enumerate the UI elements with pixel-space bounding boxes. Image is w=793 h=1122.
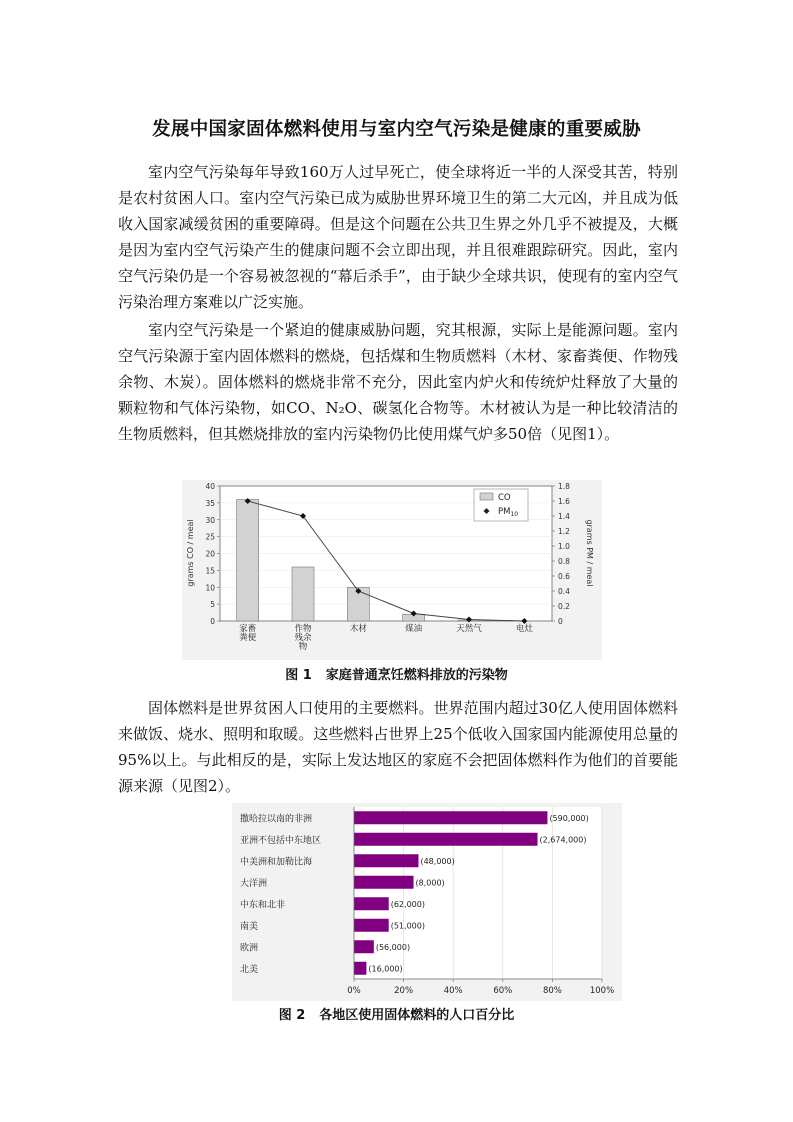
chart1-category-label: 电灶 <box>515 624 533 634</box>
chart2-category-label: 南美 <box>240 921 259 932</box>
chart2-data-label: (56,000) <box>375 942 411 952</box>
chart1-left-tick-label: 0 <box>210 617 215 626</box>
chart2-tick-label: 80% <box>542 986 562 996</box>
chart1-right-tick-label: 1.4 <box>558 512 570 521</box>
paragraph-2: 室内空气污染是一个紧迫的健康威胁问题，究其根源，实际上是能源问题。室内空气污染源于室内固体燃料的燃烧，包括煤和生物质燃料（木材、家畜粪便、作物残余物、木炭）。固体燃料的燃烧非常不充分，因此室内炉火和传统炉灶释放了大量的颗粒物和气体污染物，如CO、N₂O、碳氢化合物等。木材被认为是一种比较清洁的生物质燃料，但其燃烧排放的室内污染物仍比使用煤气炉多50倍（见图1）。 <box>118 321 678 443</box>
figure-2-caption-text: 各地区使用固体燃料的人口百分比 <box>319 1008 515 1023</box>
chart2-category-label: 大洋洲 <box>240 878 268 889</box>
chart1-category-label: 木材 <box>349 624 367 634</box>
figure-1-chart <box>182 480 602 660</box>
chart2-data-label: (8,000) <box>415 878 445 888</box>
chart2-category-label: 中美洲和加勒比海 <box>240 857 313 868</box>
chart1-ylabel-left: grams CO / meal <box>186 519 195 587</box>
chart1-right-tick-label: 1.0 <box>558 542 570 551</box>
chart1-left-tick-label: 20 <box>205 549 215 559</box>
figure-2-chart <box>232 803 622 1001</box>
chart2-category-label: 亚洲不包括中东地区 <box>240 835 322 846</box>
legend-co-swatch <box>480 493 493 500</box>
chart1-right-tick-label: 0.4 <box>558 587 570 596</box>
chart2-bar <box>354 854 418 867</box>
chart1-category-label: 家畜粪便 <box>239 624 257 643</box>
chart2-bar <box>354 876 414 889</box>
chart1-left-tick-label: 35 <box>205 498 215 508</box>
chart2-tick-label: 20% <box>394 986 414 996</box>
figure-1-caption <box>0 664 793 683</box>
chart2-tick-label: 40% <box>443 986 463 996</box>
paragraph-3: 固体燃料是世界贫困人口使用的主要燃料。世界范围内超过30亿人使用固体燃料来做饭、烧水、照明和取暖。这些燃料占世界上25个低收入国家国内能源使用总量的95%以上。与此相反的是，实际上发达地区的家庭不会把固体燃料作为他们的首要能源来源（见图2）。 <box>118 699 678 795</box>
chart1-category-label: 煤油 <box>405 624 423 634</box>
paragraph-1: 室内空气污染每年导致160万人过早死亡，使全球将近一半的人深受其苦，特别是农村贫困人口。室内空气污染已成为威胁世界环境卫生的第二大元凶，并且成为低收入国家减缓贫困的重要障碍。但是这个问题在公共卫生界之外几乎不被提及，大概是因为室内空气污染产生的健康问题不会立即出现，并且很难跟踪研究。因此，室内空气污染仍是一个容易被忽视的“幕后杀手”，由于缺少全球共识，使现有的室内空气污染治理方案难以广泛实施。 <box>118 163 678 311</box>
chart2-bar <box>354 962 366 975</box>
chart1-left-tick-label: 5 <box>210 600 215 610</box>
chart1-left-tick-label: 30 <box>205 515 215 525</box>
chart2-bar <box>354 833 538 846</box>
chart1-left-tick-label: 15 <box>205 566 215 576</box>
chart1-right-tick-label: 1.8 <box>558 482 570 491</box>
chart1-category-label: 天然气 <box>456 624 482 634</box>
chart2-tick-label: 100% <box>589 986 615 996</box>
chart1-co-bar <box>237 500 259 622</box>
chart1-right-tick-label: 0.6 <box>558 572 570 581</box>
chart2-data-label: (62,000) <box>390 899 425 909</box>
figure-1-number: 图 1 <box>285 668 312 683</box>
chart2-data-label: (51,000) <box>390 921 425 931</box>
chart2-data-label: (48,000) <box>420 856 455 866</box>
chart2-bar <box>354 940 374 953</box>
chart1-co-bar <box>292 567 314 621</box>
chart1-right-tick-label: 0 <box>558 617 563 626</box>
figure-1-caption-text: 家庭普通烹饪燃料排放的污染物 <box>325 668 508 683</box>
chart2-bar <box>354 897 389 910</box>
chart1-left-tick-label: 25 <box>205 532 215 542</box>
chart1-left-tick-label: 10 <box>205 583 215 593</box>
chart1-legend <box>474 489 528 521</box>
chart1-right-tick-label: 1.6 <box>558 497 570 506</box>
chart2-bar <box>354 919 389 932</box>
chart2-tick-label: 0% <box>347 986 361 996</box>
legend-co-label: CO <box>498 493 511 503</box>
chart1-ylabel-right: grams PM / meal <box>585 519 594 587</box>
chart1-right-tick-label: 0.8 <box>558 557 570 566</box>
chart2-category-label: 撒哈拉以南的非洲 <box>240 814 313 825</box>
figure-2-caption <box>0 1004 793 1023</box>
chart2-data-label: (590,000) <box>549 813 589 823</box>
chart1-right-tick-label: 1.2 <box>558 527 570 536</box>
chart2-data-label: (2,674,000) <box>539 835 587 845</box>
chart1-right-tick-label: 0.2 <box>558 602 570 611</box>
chart2-category-label: 中东和北非 <box>240 900 286 911</box>
page-title: 发展中国家固体燃料使用与室内空气污染是健康的重要威胁 <box>152 119 641 140</box>
legend-pm-label: $PM_{10}$ <box>498 507 519 518</box>
chart2-tick-label: 60% <box>493 986 513 996</box>
chart2-bar <box>354 811 547 824</box>
chart1-left-tick-label: 40 <box>205 482 215 491</box>
figure-2-number: 图 2 <box>278 1008 306 1023</box>
chart2-data-label: (16,000) <box>368 964 403 974</box>
chart1-category-label: 作物残余物 <box>294 624 312 652</box>
chart2-category-label: 欧洲 <box>240 943 259 954</box>
chart2-category-label: 北美 <box>240 964 259 975</box>
